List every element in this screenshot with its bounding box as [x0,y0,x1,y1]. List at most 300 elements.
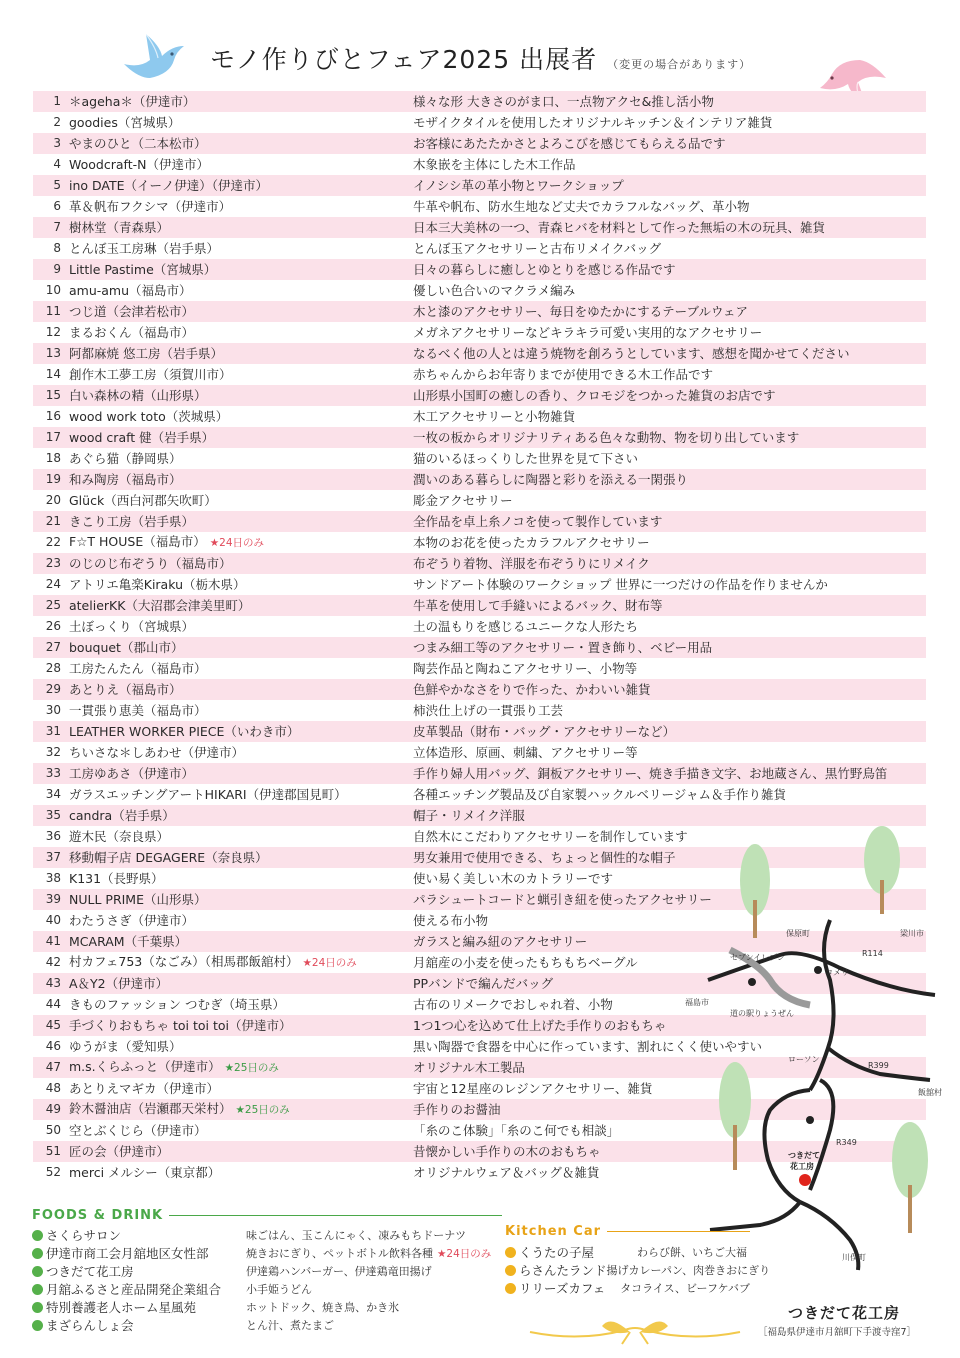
exhibitor-number: 37 [45,850,61,864]
exhibitor-description: つまみ細工等のアクセサリー・置き飾り、ベビー用品 [413,640,713,655]
exhibitor-description: 潤いのある暮らしに陶器と彩りを添える一閑張り [413,472,689,487]
tree-illustration [719,1062,751,1170]
exhibitor-row [33,700,926,721]
bullet-icon [32,1248,43,1259]
exhibitor-row [33,112,926,133]
exhibitor-row [33,637,926,658]
exhibitor-name-text: やまのひと（二本松市） [69,136,207,151]
menu-items: わらび餅、いちご大福 [637,1246,747,1259]
exhibitor-description: PPバンドで編んだバッグ [413,976,554,991]
kitchen_car-item [505,1243,750,1261]
exhibitor-name [69,931,187,952]
exhibitor-number: 51 [45,1144,61,1158]
exhibitor-name [69,217,169,238]
exhibitor-row [33,784,926,805]
exhibitor-name [69,196,231,217]
exhibitor-name-text: つじ道（会津若松市） [69,304,195,319]
exhibitor-number: 4 [53,157,61,171]
exhibitor-description: 男女兼用で使用できる、ちょっと個性的な帽子 [413,850,676,865]
exhibitor-description: 様々な形 大きさのがま口、一点物アクセ&推し活小物 [413,94,714,109]
exhibitor-description: パラシュートコードと蝋引き紐を使ったアクセサリー [413,892,712,907]
exhibitor-number: 50 [45,1123,61,1137]
vendor-name: 特別養護老人ホーム星風苑 [46,1300,197,1315]
exhibitor-name-text: K131（長野県） [69,871,164,886]
exhibitor-name [69,1056,279,1079]
foods-title-text: FOODS & DRINK [32,1208,164,1223]
exhibitor-name [69,951,357,974]
exhibitor-name-text: atelierKK（大沼郡会津美里町） [69,598,251,613]
exhibitor-row [33,427,926,448]
exhibitor-number: 27 [45,640,61,654]
exhibitor-name [69,763,194,784]
bullet-icon [32,1302,43,1313]
exhibitor-name [69,280,192,301]
menu-items: 焼きおにぎり、ペットボトル飲料各種 [246,1247,433,1260]
exhibitor-name [69,679,182,700]
exhibitor-name-text: ino DATE（イーノ伊達）（伊達市） [69,178,269,193]
exhibitor-name [69,1036,182,1057]
exhibitor-name [69,1078,219,1099]
exhibitor-name [69,700,207,721]
exhibitor-description: 月舘産の小麦を使ったもちもちベーグル [413,955,638,970]
exhibitor-row [33,448,926,469]
exhibitor-row [33,133,926,154]
map-label: 道の駅りょうぜん [730,1009,794,1018]
exhibitor-name [69,343,223,364]
exhibitor-name-text: とんぼ玉工房琳（岩手県） [69,241,220,256]
exhibitor-description: 優しい色合いのマクラメ編み [413,283,576,298]
exhibitor-name [69,259,216,280]
map-label: R349 [836,1138,857,1147]
exhibitor-number: 8 [53,241,61,255]
vendor-name: 伊達市商工会月舘地区女性部 [46,1246,209,1261]
vendor-name: つきだて花工房 [46,1264,134,1279]
exhibitor-number: 24 [45,577,61,591]
vendor-name: リリーズカフェ [519,1281,606,1296]
venue-address: ［福島県伊達市月舘町下手渡寺窪7］ [758,1327,917,1338]
exhibitor-row [33,406,926,427]
exhibitor-name [69,469,182,490]
exhibitor-number: 3 [53,136,61,150]
exhibitor-name [69,133,207,154]
exhibitor-row [33,490,926,511]
tree-illustration [740,844,770,938]
foods-title [32,1208,502,1223]
exhibitor-number: 15 [45,388,61,402]
date-badge: ★24日のみ [437,1247,492,1260]
exhibitor-number: 19 [45,472,61,486]
exhibitor-name-text: あとりえマギカ（伊達市） [69,1081,220,1096]
exhibitor-name [69,91,195,112]
exhibitor-name [69,1098,290,1121]
foods-item [32,1244,502,1262]
foods-item [32,1280,502,1298]
exhibitor-row [33,658,926,679]
exhibitor-number: 1 [53,94,61,108]
exhibitor-number: 49 [45,1102,61,1116]
exhibitor-description: 宇宙と12星座のレジンアクセサリー、雑貨 [413,1081,653,1096]
exhibitor-name-text: 鈴木醤油店（岩瀬郡天栄村） [69,1101,232,1116]
exhibitor-name-text: 移動帽子店 DEGAGERE（奈良県） [69,850,268,865]
exhibitor-number: 31 [45,724,61,738]
exhibitor-name-text: bouquet（郡山市） [69,640,184,655]
bullet-icon [32,1284,43,1295]
map-label: つきだて [788,1151,820,1160]
exhibitor-name [69,658,207,679]
exhibitor-row [33,343,926,364]
kitchen_car-item [505,1279,750,1297]
exhibitor-description: 黒い陶器で食器を中心に作っています、割れにくく使いやすい [413,1039,763,1054]
exhibitor-name [69,531,264,554]
exhibitor-description: 色鮮やかなさをりで作った、かわいい雑貨 [413,682,651,697]
exhibitor-name [69,868,164,889]
exhibitor-description: 立体造形、原画、刺繍、アクセサリー等 [413,745,638,760]
exhibitor-number: 17 [45,430,61,444]
exhibitor-description: 日々の暮らしに癒しとゆとりを感じる作品です [413,262,676,277]
exhibitor-row [33,763,926,784]
exhibitor-name-text: F☆T HOUSE（福島市） [69,534,206,549]
map-label: 福島市 [685,998,709,1007]
exhibitor-number: 45 [45,1018,61,1032]
menu-items: 揚げカレーパン、肉巻きおにぎり [606,1264,771,1277]
exhibitor-number: 46 [45,1039,61,1053]
exhibitor-description: 日本三大美林の一つ、青森ヒバを材料として作った無垢の木の玩具、雑貨 [413,220,826,235]
exhibitor-number: 9 [53,262,61,276]
exhibitor-number: 13 [45,346,61,360]
exhibitor-name [69,364,232,385]
map-label: 梁川市 [900,929,924,938]
map-label: 花工房 [790,1162,814,1171]
blue-bird-illustration [120,24,188,86]
exhibitor-description: 帽子・リメイク洋服 [413,808,525,823]
exhibitor-name [69,637,183,658]
exhibitor-row [33,259,926,280]
exhibitor-description: オリジナルウェア＆バッグ＆雑貨 [413,1165,600,1180]
exhibitor-name-text: あぐら猫（静岡県） [69,451,182,466]
exhibitor-name [69,427,214,448]
exhibitor-number: 38 [45,871,61,885]
exhibitor-number: 33 [45,766,61,780]
foods-item [32,1316,502,1334]
exhibitor-description: 一枚の板からオリジナリティある色々な動物、物を切り出しています [413,430,800,445]
exhibitor-number: 2 [53,115,61,129]
exhibitor-number: 42 [45,955,61,969]
exhibitor-name [69,889,207,910]
exhibitor-description: 使い易く美しい木のカトラリーです [413,871,614,886]
exhibitor-name-text: NULL PRIME（山形県） [69,892,207,907]
exhibitor-row [33,595,926,616]
exhibitor-name [69,490,217,511]
vendor-name: まざらんしょ会 [46,1318,134,1333]
exhibitor-description: 牛革や帆布、防水生地など丈夫でカラフルなバッグ、革小物 [413,199,750,214]
menu-items: 小手姫うどん [246,1283,312,1296]
exhibitor-number: 11 [45,304,61,318]
exhibitor-number: 32 [45,745,61,759]
ribbon-decoration [530,1312,740,1346]
exhibitor-name [69,322,194,343]
venue-name: つきだて花工房 [788,1304,901,1322]
exhibitor-row [33,511,926,532]
exhibitor-row [33,532,926,553]
exhibitor-number: 36 [45,829,61,843]
exhibitor-description: 各種エッチング製品及び自家製ハックルベリージャム＆手作り雑貨 [413,787,787,802]
map-label: 保原町 [786,929,810,938]
exhibitor-description: オリジナル木工製品 [413,1060,525,1075]
exhibitor-name-text: merci メルシー（東京都） [69,1165,221,1180]
exhibitor-description: 手作り婦人用バッグ、銅板アクセサリー、焼き手描き文字、お地蔵さん、黒竹野鳥笛 [413,766,888,781]
exhibitor-name [69,154,209,175]
exhibitor-row [33,721,926,742]
exhibitor-name-text: 村カフェ753（なごみ）（相馬郡飯舘村） [69,954,299,969]
exhibitor-description: 1つ1つ心を込めて仕上げた手作りのおもちゃ [413,1018,667,1033]
exhibitor-number: 48 [45,1081,61,1095]
exhibitor-description: サンドアート体験のワークショップ 世界に一つだけの作品を作りませんか [413,577,828,592]
exhibitor-name-text: 革＆帆布フクシマ（伊達市） [69,199,232,214]
exhibitor-number: 16 [45,409,61,423]
exhibitor-name-text: きものファッション つむぎ（埼玉県） [69,997,285,1012]
exhibitor-description: 古布のリメークでおしゃれ着、小物 [413,997,613,1012]
exhibitor-name [69,826,169,847]
exhibitor-row [33,322,926,343]
tree-illustration [892,1122,928,1233]
exhibitor-description: 昔懐かしい手作りの木のおもちゃ [413,1144,601,1159]
exhibitor-row [33,280,926,301]
kitchen-car-section [505,1224,771,1297]
exhibitor-name-text: goodies（宮城県） [69,115,181,130]
date-badge: ★25日のみ [235,1104,290,1116]
bullet-icon [32,1230,43,1241]
exhibitor-description: 彫金アクセサリー [413,493,513,508]
exhibitor-name [69,385,207,406]
menu-items: 伊達鶏ハンバーガー、伊達鶏竜田揚げ [246,1265,432,1278]
exhibitor-name-text: Little Pastime（宮城県） [69,262,217,277]
exhibitor-number: 47 [45,1060,61,1074]
exhibitor-name-text: ゆうがま（愛知県） [69,1039,182,1054]
bullet-icon [505,1283,516,1294]
exhibitor-name-text: Glück（西白河郡矢吹町） [69,493,217,508]
exhibitor-name [69,406,228,427]
exhibitor-name-text: 一貫張り恵美（福島市） [69,703,207,718]
exhibitor-row [33,679,926,700]
exhibitor-name-text: ちいさな＊しあわせ（伊達市） [69,745,245,760]
exhibitor-name-text: わたうさぎ（伊達市） [69,913,195,928]
exhibitor-name [69,910,194,931]
exhibitor-name [69,616,194,637]
exhibitor-name-text: きこり工房（岩手県） [69,514,195,529]
exhibitor-name-text: 白い森林の精（山形県） [69,388,207,403]
exhibitor-name [69,301,194,322]
exhibitor-number: 10 [45,283,61,297]
exhibitor-description: 全作品を卓上糸ノコを使って製作しています [413,514,663,529]
exhibitor-name [69,1141,169,1162]
exhibitor-name [69,574,246,595]
exhibitor-name [69,112,180,133]
exhibitor-name [69,742,244,763]
exhibitor-row [33,364,926,385]
exhibitor-number: 23 [45,556,61,570]
title-note: （変更の場合があります） [607,58,752,71]
divider [607,1231,750,1232]
bullet-icon [505,1265,516,1276]
exhibitor-description: 山形県小国町の癒しの香り、クロモジをつかった雑貨のお店です [413,388,776,403]
exhibitor-name-text: 手づくりおもちゃ toi toi toi（伊達市） [69,1018,292,1033]
exhibitor-number: 29 [45,682,61,696]
exhibitor-description: 自然木にこだわりアクセサリーを制作しています [413,829,688,844]
exhibitor-name-text: 工房たんたん（福島市） [69,661,207,676]
exhibitor-number: 14 [45,367,61,381]
exhibitor-number: 28 [45,661,61,675]
exhibitor-row [33,217,926,238]
map-label: R114 [862,949,883,958]
exhibitor-row [33,154,926,175]
exhibitor-number: 22 [45,535,61,549]
exhibitor-number: 26 [45,619,61,633]
menu-items: ホットドック、焼き鳥、かき氷 [246,1301,400,1314]
kitchen_car-item [505,1261,771,1279]
bullet-icon [505,1247,516,1258]
exhibitor-number: 20 [45,493,61,507]
exhibitor-name [69,553,232,574]
bullet-icon [32,1266,43,1277]
bullet-icon [32,1320,43,1331]
kitchen-title-text: Kitchen Car [505,1224,602,1239]
exhibitor-name [69,448,182,469]
exhibitor-row [33,301,926,322]
exhibitor-number: 39 [45,892,61,906]
exhibitor-description: 木と漆のアクセサリー、毎日をゆたかにするテーブルウェア [413,304,749,319]
foods-item [32,1298,502,1316]
exhibitor-description: 使える布小物 [413,913,489,928]
exhibitor-name [69,595,250,616]
menu-items: 味ごはん、玉こんにゃく、凍みもちドーナツ [246,1229,467,1242]
exhibitor-row [33,385,926,406]
exhibitor-description: モザイクタイルを使用したオリジナルキッチン＆インテリア雑貨 [413,115,773,130]
exhibitor-name-text: 樹林堂（青森県） [69,220,170,235]
kitchen-title [505,1224,750,1239]
exhibitor-name-text: wood craft 健（岩手県） [69,430,215,445]
exhibitor-name [69,847,268,868]
vendor-name: くうたの子屋 [519,1245,595,1260]
menu-items: とん汁、煮たまご [246,1319,334,1332]
exhibitor-number: 25 [45,598,61,612]
exhibitor-number: 34 [45,787,61,801]
menu-items: タコライス、ビーフケバブ [620,1282,750,1295]
vendor-name: さくらサロン [46,1228,122,1243]
exhibitor-description: 牛革を使用して手縫いによるバック、財布等 [413,598,663,613]
exhibitor-description: 本物のお花を使ったカラフルアクセサリー [413,535,650,550]
exhibitor-row [33,469,926,490]
exhibitor-name [69,805,175,826]
exhibitor-row [33,805,926,826]
exhibitor-name-text: 空とぶくじら（伊達市） [69,1123,207,1138]
exhibitor-name-text: 創作木工夢工房（須賀川市） [69,367,232,382]
date-badge: ★24日のみ [209,537,265,549]
exhibitor-number: 5 [53,178,61,192]
exhibitor-name [69,175,268,196]
exhibitor-row [33,175,926,196]
divider [169,1215,502,1216]
map-label: R399 [868,1061,889,1070]
exhibitor-number: 52 [45,1165,61,1179]
exhibitor-number: 35 [45,808,61,822]
page-title: モノ作りびとフェア2025 出展者 [210,45,598,74]
exhibitor-description: 木工アクセサリーと小物雑貨 [413,409,576,424]
exhibitor-number: 41 [45,934,61,948]
date-badge: ★24日のみ [302,957,357,969]
exhibitor-description: 猫のいるほっくりした世界を見て下さい [413,451,639,466]
foods-item [32,1262,502,1280]
exhibitor-name-text: A＆Y2（伊達市） [69,976,169,991]
map-label: セブンイレブン [730,953,785,962]
exhibitor-name-text: まるおくん（福島市） [69,325,195,340]
exhibitor-number: 18 [45,451,61,465]
map-label: 飯舘村 [918,1088,942,1097]
header [210,40,751,76]
exhibitor-name [69,238,219,259]
exhibitor-name-text: ガラスエッチングアートHIKARI（伊達郡国見町） [69,787,347,802]
exhibitor-row [33,238,926,259]
exhibitor-row [33,196,926,217]
exhibitor-name-text: 工房ゆあさ（伊達市） [69,766,195,781]
exhibitor-name [69,1120,207,1141]
exhibitor-number: 40 [45,913,61,927]
exhibitor-name-text: candra（岩手県） [69,808,175,823]
exhibitor-description: 土の温もりを感じるユニークな人形たち [413,619,639,634]
map-label: ローソン [788,1055,820,1064]
exhibitor-name [69,1162,220,1183]
exhibitor-description: メガネアクセサリーなどキラキラ可愛い実用的なアクセサリー [413,325,763,340]
exhibitor-description: イノシシ革の革小物とワークショップ [413,178,624,193]
date-badge: ★25日のみ [224,1062,279,1074]
foods-item [32,1226,502,1244]
exhibitor-number: 7 [53,220,61,234]
exhibitor-name-text: 匠の会（伊達市） [69,1144,170,1159]
exhibitor-name-text: 阿都麻焼 悠工房（岩手県） [69,346,223,361]
exhibitor-number: 21 [45,514,61,528]
map-label: 川俣町 [842,1253,866,1262]
exhibitor-name-text: 土ぼっくり（宮城県） [69,619,195,634]
exhibitor-row [33,616,926,637]
exhibitor-number: 43 [45,976,61,990]
exhibitor-description: 布ぞうり着物、洋服を布ぞうりにリメイク [413,556,650,571]
exhibitor-name-text: amu-amu（福島市） [69,283,192,298]
exhibitor-name-text: Woodcraft-N（伊達市） [69,157,209,172]
exhibitor-row [33,553,926,574]
exhibitor-description: お客様にあたたかさとよろこびを感じてもらえる品です [413,136,726,151]
exhibitor-name-text: 遊木民（奈良県） [69,829,170,844]
exhibitor-description: とんぼ玉アクセサリーと古布リメイクバッグ [413,241,662,256]
exhibitor-description: 木象嵌を主体にした木工作品 [413,157,576,172]
exhibitor-name-text: 和み陶房（福島市） [69,472,182,487]
exhibitor-name-text: ＊ageha＊（伊達市） [69,94,196,109]
exhibitor-name-text: あとりえ（福島市） [69,682,182,697]
exhibitor-description: 「糸のこ体験」「糸のこ何でも相談」 [413,1123,620,1138]
exhibitor-description: なるべく他の人とは違う焼物を創ろうとしています、感想を聞かせてください [413,346,850,361]
foods-drink-section [32,1208,502,1334]
exhibitor-name-text: アトリエ亀楽Kiraku（栃木県） [69,577,246,592]
exhibitor-name-text: wood work toto（茨城県） [69,409,229,424]
exhibitor-name-text: LEATHER WORKER PIECE（いわき市） [69,724,300,739]
exhibitor-row [33,742,926,763]
venue-marker [799,1174,811,1186]
exhibitor-name [69,1015,292,1036]
exhibitor-description: 皮革製品（財布・バッグ・アクセサリーなど） [413,724,676,739]
exhibitor-description: 赤ちゃんからお年寄りまでが使用できる木工作品です [413,367,714,382]
exhibitor-row [33,91,926,112]
exhibitor-number: 6 [53,199,61,213]
exhibitor-number: 12 [45,325,61,339]
exhibitor-name-text: MCARAM（千葉県） [69,934,188,949]
